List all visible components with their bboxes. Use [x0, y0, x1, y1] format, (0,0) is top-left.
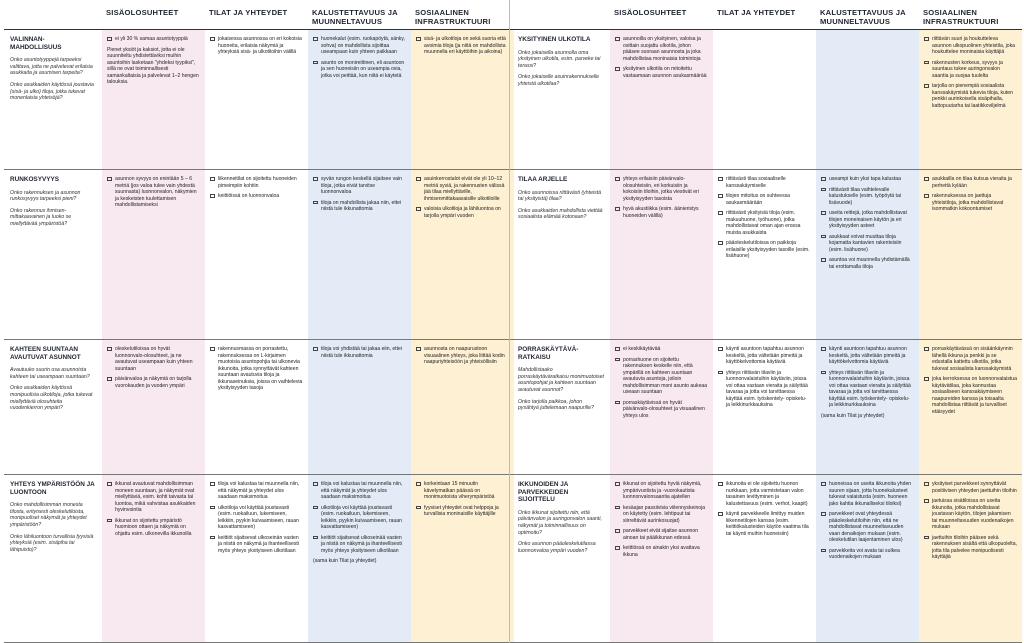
criteria-text: asunnon syvyys on enintään 5 – 6 metriä (jos valoa tulee vain yhdestä suunnasta) luonnonvalon, näkymien ja keskeisten tuulettamisen mahdollistamiseksi	[115, 176, 197, 208]
criteria-text: keittiöt sijaitsevat ulkoseinän vasten ja niistä on näkymä ja ihanteellisesti myös yhteys yksityiseen ulkotilaan	[218, 534, 299, 554]
column-header-empty	[512, 0, 610, 30]
checkbox-icon	[615, 546, 620, 550]
criteria-cell	[610, 475, 713, 643]
criteria-text: fyysiset yhteydet ovat helppoja ja turvallisia moninaisille käyttäjille	[424, 504, 499, 517]
checkbox-icon	[210, 482, 215, 486]
checkbox-icon	[821, 177, 826, 181]
checkbox-icon	[107, 482, 112, 486]
row-title: YHTEYS YMPÄRISTÖÖN JA LUONTOON	[10, 481, 95, 496]
criteria-item	[313, 505, 406, 531]
criteria-item	[313, 535, 406, 555]
criteria-item	[821, 176, 914, 183]
checkbox-icon	[924, 347, 929, 351]
criteria-text: porraskäytävässä on sisäänkäynnin lähellä ikkuna ja penkki ja se edustalla kattettu ulkotila, jotka tukevat sosiaalista kanssakäymistä	[932, 346, 1013, 372]
checkbox-icon	[615, 482, 620, 486]
row-title: PORRASKÄYTÄVÄ-RATKAISU	[518, 346, 579, 361]
criteria-cell	[205, 170, 308, 340]
criteria-item	[821, 481, 914, 507]
column-header: TILAT JA YHTEYDET	[713, 0, 816, 30]
checkbox-icon	[210, 177, 215, 181]
checkbox-icon	[924, 194, 929, 198]
criteria-item	[615, 36, 708, 62]
checkbox-icon	[313, 201, 318, 205]
criteria-text: riittävän suuri ja houkutteleva asunnon ulkopuolinen yhteistila, joka houkuttelee moninaisia käyttäjiä	[932, 36, 1015, 55]
cell-note: (sama kuin Tilat ja yhteydet)	[313, 558, 377, 564]
checkbox-icon	[210, 536, 215, 540]
criteria-item	[718, 511, 811, 537]
checkbox-icon	[615, 37, 620, 41]
criteria-cell	[610, 340, 713, 475]
criteria-item	[821, 210, 914, 230]
criteria-item	[313, 481, 406, 501]
criteria-item	[615, 346, 708, 353]
row-header	[512, 340, 610, 475]
checkbox-icon	[615, 506, 620, 510]
row-question: Onko jokaisella asunnolla oma yksityinen ulkotila, esim. parveke tai terassi?	[518, 49, 601, 69]
row-question: Onko rakennus ihmisen-mittakaavainen ja luoko se miellyttävää ympäristöä?	[10, 207, 72, 227]
criteria-text: riittävästi tilaa vaihtelevalle kalustukselle (esim. työpöytä tai lisävuode)	[829, 186, 901, 206]
criteria-item	[924, 83, 1017, 109]
row-title: VALINNAN-MAHDOLLISUUS	[10, 36, 62, 51]
criteria-item	[615, 400, 708, 420]
criteria-text: ei yli 30 % samaa asuntotyyppiä	[115, 36, 188, 42]
criteria-item	[107, 376, 200, 389]
criteria-text: käynti asuntoon tapahtuu asunnon keskeltä, jotta vältetään pimeitä ja käyttökelvottomia käytäviä	[829, 346, 907, 365]
row-question: Onko rakennuksen ja asunnon runkosyvyys tarpeeksi pieni?	[10, 189, 81, 203]
criteria-text: käynti asuntoon tapahtuu asunnon keskeltä, jotta vältetään pimeitä ja käyttökelvottomia käytäviä	[726, 346, 804, 365]
criteria-item	[821, 370, 914, 409]
criteria-item	[924, 498, 1017, 531]
column-header: KALUSTETTAVUUS JA MUUNNELTAVUUS	[816, 0, 919, 30]
criteria-text: yhteys riittävän tilaviin ja luonnonvalaistuihin käytäviin, joissa voi ottaa vastaan vieraita ja säilyttää tavaraa ja jotta voi tarvittaessa käyttää esim. työskentely- opiskelu- ja leikkinurkkauksina	[726, 369, 808, 408]
criteria-item	[615, 66, 708, 79]
criteria-cell	[102, 170, 205, 340]
criteria-cell	[411, 170, 514, 340]
checkbox-icon	[821, 482, 826, 486]
checkbox-icon	[821, 371, 826, 375]
criteria-item	[210, 505, 303, 531]
criteria-cell	[205, 475, 308, 643]
criteria-text: oleskelutiloissa on hyvät luonnonvalo-olosuhteet, ja ne avautuvat useampaan kuin yhteen suuntaan	[115, 346, 193, 372]
row-question: Onko ikkunat sijoitettu niin, että päivänvalon ja auringonvalon saanti, näkymät ja toiminnallisuus on optimoitu?	[518, 509, 602, 536]
criteria-text: yksityiset parvekkeet synnyttävät positiivisen yhteyden jaettuihin tiloihin	[932, 481, 1017, 494]
criteria-item	[718, 346, 811, 366]
criteria-text: riittävästi yksityisiä tiloja (esim. makuuhuone, työhuone), jotka mahdollistavat oman ajan erossa muista asukkaista	[726, 210, 801, 236]
row-question: Onko asunnoissa riittävästi (yhteistä tai yksityistä) tilaa?	[518, 189, 602, 203]
criteria-text: useampi kuin yksi tapa kalustaa	[829, 176, 901, 182]
criteria-item	[924, 60, 1017, 80]
criteria-text: riittävästi tilaa sosiaaliselle kanssakäymiselle	[726, 176, 786, 189]
criteria-cell	[205, 340, 308, 475]
criteria-cell	[308, 170, 411, 340]
criteria-text: joka kerroksessa on luonnonvalaistua käytävätilaa, joka kannustaa sosiaaliseen kanssakäymiseen naapureiden kanssa ja toisaalta mahdollistaa riittävät ja turvalliset etäisyydet	[932, 376, 1017, 415]
criteria-item	[924, 36, 1017, 56]
criteria-text: asunto on monireittinen, eli asuntoon ja sen huoneisiin on useampia ovia, jotka voi peittää, kun niitä ei käytetä	[321, 59, 405, 79]
checkbox-icon	[718, 347, 723, 351]
criteria-cell	[411, 340, 514, 475]
criteria-text: tilojen mitoitus on suhteessa asukasmäärään	[726, 193, 790, 206]
criteria-item	[718, 370, 811, 409]
criteria-item	[821, 257, 914, 270]
criteria-item	[313, 176, 406, 196]
criteria-item	[615, 545, 708, 558]
row-header	[4, 475, 102, 643]
criteria-cell	[610, 30, 713, 170]
criteria-item	[210, 346, 303, 392]
row-header	[512, 170, 610, 340]
criteria-text: rakennusmassa on porrastettu, rakennuksessa on L-kirjaimen muotoisia asuntopohjia tai ulkonevia ikkunoita, jotka synnyttävät kahteen suuntaan avautuvia tiloja ja ikkunaseinuksia, joissa on vaihtelevia yksityisyyden tasoja	[218, 346, 303, 391]
criteria-item	[210, 481, 303, 501]
checkbox-icon	[313, 482, 318, 486]
checkbox-icon	[821, 258, 826, 262]
criteria-text: porrashuone on sijoitettu rakennuksen keskelle niin, että ympärillä on kahteen suuntaan avautuvia asuntoja, joiloin mahdollisimman moni asunto aukeaa useaan suuntaan	[623, 356, 708, 395]
row-question: Avautuuko suurin osa asunnoista kahteen tai useampaan suuntaan?	[10, 367, 90, 380]
checkbox-icon	[924, 37, 929, 41]
criteria-cell	[713, 340, 816, 475]
checkbox-icon	[210, 347, 215, 351]
row-question: Mahdollistaako porraskäytäväratkaisu monimuotoiset asuntopohjat ja kahteen suuntaan avautuvat asunnot?	[518, 367, 604, 393]
criteria-text: asunnoilla on yksityinen, valoisa ja osittain suojattu ulkotila, johon pääsee suoraan asunnosta ja joka mahdollistaa moninaisia toimintoja	[623, 36, 701, 62]
checkbox-icon	[924, 61, 929, 65]
checkbox-icon	[615, 67, 620, 71]
criteria-cell	[102, 30, 205, 170]
checkbox-icon	[416, 482, 421, 486]
criteria-item	[313, 60, 406, 80]
cell-note: (sama kuin Tilat ja yhteydet)	[821, 412, 885, 419]
left-grid	[4, 0, 514, 643]
row-question: Onko asukkaiden käytössä monipuolisia ulkotiloja, jotka tukevat miellyttäviä olosuhteita vuodenkierron ympäri?	[10, 385, 93, 412]
criteria-text: huoneissa on useita ikkunoita yhden suuren sijaan, jotta huonekalusteet tukevat valaistusta (esim. huoneen jako kahtia ikkunalliseksi tiloiksi)	[829, 481, 912, 507]
criteria-text: liikenneitilat on sijoitettu huoneiden pimeimpiin kohtiin	[218, 176, 297, 189]
checkbox-icon	[416, 506, 421, 510]
checkbox-icon	[416, 177, 421, 181]
checkbox-icon	[924, 536, 929, 540]
criteria-text: yksityinen ulkotila on mitoitettu vastaamaan asunnon asukasmäärää	[623, 66, 707, 79]
criteria-item	[416, 36, 509, 56]
criteria-text: ikkunoita ei ole sijoitettu huonon nurkkaan, jotta varmistetaan valon tasainen levittyminen ja kalustettavuus (esim. verhot, kaapit)	[726, 481, 808, 507]
criteria-cell	[816, 30, 919, 170]
column-header: SOSIAALINEN INFRASTRUKTUURI	[919, 0, 1022, 30]
criteria-item	[924, 376, 1017, 415]
criteria-text: ikkunat on sijoitettu hyviä näkymiä, ympärivuotista ja -vuorokautista luonnonvalonsaantia ajatellen	[623, 481, 702, 500]
checkbox-icon	[821, 188, 826, 192]
criteria-item	[718, 193, 811, 206]
criteria-text: korkeintaan 15 minuutin kävelymatkan päässä on monimuotoista viherympäristöä	[424, 481, 495, 500]
criteria-cell	[919, 475, 1022, 643]
criteria-text: asuinkerrostalot eivät ole yli 10–12 metriä syviä, ja rakennusten välissä jää tilaa miellyttäville, ihmisenmittakaavaisille ulkotiloille	[424, 176, 505, 202]
criteria-text: porraskäytävissä on hyvät päivänvalo-olosuhteet ja visuaalinen yhteys ulos	[623, 399, 705, 419]
criteria-text: parvekkeita voi avata tai sulkea vuodenaikojen mukaan	[829, 547, 900, 560]
criteria-text: asukkaat voivat muuttaa tiloja kojamatta kantavien rakenteisiin (esim. lisähuone)	[829, 233, 902, 253]
criteria-item	[107, 176, 200, 209]
checkbox-icon	[615, 529, 620, 533]
criteria-text: päivänvaloa ja näkymiä on tarjolla vuorokauden ja vuoden ympäri	[115, 376, 192, 389]
checkbox-icon	[615, 347, 620, 351]
criteria-text: ikkunat avautuvat mahdollisimman moneen suuntaan, ja näkymät ovat miellyttäviä, esim. kohti taivasta tai luontoa, mikä vahvistaa asukkaiden hyvinvointia	[115, 481, 196, 513]
criteria-item	[210, 535, 303, 555]
row-question: Onko asukkaiden käytössä joustavia (sisä- ja ulko) tiloja, jotka tukevat monenlaisia yhteisöjä?	[10, 81, 94, 102]
criteria-text: asukkailla on tilaa kutsua vieraita ja perhettä kylään	[932, 176, 1012, 189]
checkbox-icon	[924, 482, 929, 486]
criteria-item	[416, 346, 509, 366]
criteria-item	[821, 548, 914, 561]
row-header	[4, 340, 102, 475]
criteria-text: sisä- ja ulkotiloja on sekä suoria että avoimia tiloja (ja niitä on mahdollista muunnella eri käyttöihin ja aikoina)	[424, 36, 506, 55]
checkbox-icon	[615, 358, 620, 362]
criteria-text: huonekalut (esim. ruokapöytä, sänky, sohva) on mahdollista sijoittaa useampaan kuin yhteen paikkaan	[321, 36, 405, 55]
criteria-item	[924, 535, 1017, 561]
criteria-text: jaettuihin tiloihin pääsee sekä rakennuksen sisältä että ulkopuolelta, jotta tila palvelee monipuolisesti käyttäjiä	[932, 534, 1017, 560]
cell-note: Pienet yksiöt ja kaksiot, jotta ei ole suunniteltu yhdistettäviksi muihin asuntoihin lasketaan "yhdeksi tyypiksi", sillä ne ovat toiminnallisesti samankaltaisia ja palvelevat 1–2 hengen talouksia.	[107, 46, 199, 85]
row-header	[4, 170, 102, 340]
row-header	[512, 30, 610, 170]
criteria-item	[107, 481, 200, 514]
criteria-text: parvekkeet ovat yhteydessä pääoleskelutiloihin niin, että ne mahdollistavat muunneltavuuden vaan denaikojen mukaan (esim. oleskelutilan laajentaminen ulos)	[829, 511, 904, 543]
criteria-cell	[919, 170, 1022, 340]
checkbox-icon	[416, 347, 421, 351]
criteria-text: rakennusten korkeus, syvyys ja suuntaus tukee auringonvalon saantia ja suojaa tuulelta	[932, 59, 1003, 79]
criteria-cell	[713, 170, 816, 340]
criteria-text: ei keskikäytävää	[623, 346, 661, 352]
checkbox-icon	[924, 177, 929, 181]
center-divider	[509, 0, 510, 643]
criteria-item	[210, 193, 303, 200]
criteria-cell	[919, 30, 1022, 170]
checkbox-icon	[821, 235, 826, 239]
column-header-empty	[4, 0, 102, 30]
criteria-text: käynti parvekkeelle limittyy muiden liikennetilojen kanssa (esim. keittiökalusteiden käytön vaatima tila tai käynti muihin huoneisiin)	[726, 511, 809, 537]
criteria-cell	[308, 30, 411, 170]
criteria-item	[718, 240, 811, 260]
column-header: KALUSTETTAVUUS JA MUUNNELTAVUUS	[308, 0, 411, 30]
criteria-item	[416, 505, 509, 518]
checkbox-icon	[924, 84, 929, 88]
criteria-item	[924, 481, 1017, 494]
criteria-item	[615, 505, 708, 525]
checkbox-icon	[821, 512, 826, 516]
criteria-item	[615, 528, 708, 541]
criteria-cell	[411, 30, 514, 170]
criteria-cell	[411, 475, 514, 643]
checkbox-icon	[107, 347, 112, 351]
criteria-text: asuntoa voi muunnella yhdistämällä tai erottamalla tiloja	[829, 257, 910, 270]
row-title: KAHTEEN SUUNTAAN AVAUTUVAT ASUNNOT	[10, 346, 81, 361]
criteria-text: ulkotiloja voi käyttää joustavasti (esim. ruokailuun, lukemiseen, leikkiin, pyykin kuivaamiseen, rauan kasvattamiseen)	[218, 504, 299, 530]
column-header: SISÄOLOSUHTEET	[102, 0, 205, 30]
checkbox-icon	[821, 347, 826, 351]
criteria-item	[107, 346, 200, 372]
criteria-text: tiloja voi yhdistää tai jakaa eiin, ettei niistä tule ikkunattomia	[321, 346, 402, 359]
criteria-cell	[816, 475, 919, 643]
criteria-text: keittiöt sijaitsevat ulkoseinää vasten ja niistä on näkymä ja ihanteellisesti myös yhteys yksityiseen ulkotilaan	[321, 534, 402, 554]
criteria-text: yhteys erilaisiin päivänvalo-olosuhteisiin, eri korkuisiin ja kokoisiin tiloihin, jotka viestivät eri yksityisyyden tasoista	[623, 176, 699, 202]
checkbox-icon	[718, 241, 723, 245]
row-question: Onko asunnon pääoleskelutilassa luonnonvaloa ympäri vuoden?	[518, 541, 596, 554]
checkbox-icon	[210, 194, 215, 198]
column-header: SOSIAALINEN INFRASTRUKTUURI	[411, 0, 514, 30]
criteria-cell	[308, 340, 411, 475]
criteria-text: tiloja on mahdollista jakaa niin, ettei niistä tule ikkunattomia	[321, 199, 402, 212]
checkbox-icon	[924, 499, 929, 503]
checkbox-icon	[718, 194, 723, 198]
criteria-item	[821, 187, 914, 207]
criteria-item	[718, 210, 811, 236]
criteria-cell	[610, 170, 713, 340]
criteria-text: parvekkeet eivät sijaitse asunnon ainoan tai pääikkunan edessä	[623, 528, 699, 541]
criteria-cell	[919, 340, 1022, 475]
criteria-item	[821, 234, 914, 254]
criteria-item	[821, 511, 914, 544]
criteria-text: hyvä akustiikka (esim. äänieristys huoneiden välillä)	[623, 206, 699, 219]
row-question: Onko jokaiselle asuinrakennukselle yhteistä ulkotilaa?	[518, 74, 600, 87]
criteria-text: valoisia ulkotiloja ja lähiluontoa on tarjolla ympäri vuoden	[424, 206, 501, 219]
criteria-item	[924, 176, 1017, 189]
row-question: Onko lähiluontoon turvallisia fyysisiä yhteyksiä (esim. sisäpiha tai lähipuisto)?	[10, 533, 94, 553]
row-question: Onko tarjolla paikkoa, johon pysähtyä juttelemaan naapurille?	[518, 398, 594, 412]
criteria-text: rakennuksessa on jaettuja yhteistiloja, jotka mahdollistavat isommatkin kokoontumiset	[932, 193, 1004, 212]
criteria-cell	[205, 30, 308, 170]
row-question: Onko asuntotyyppejä tarpeeksi valittava, jotta ne palvelevat erilaisia asukkaita ja asumisen tarpeita?	[10, 57, 93, 77]
criteria-text: keittiöissä on luonnonvaloa	[218, 193, 280, 199]
checkbox-icon	[718, 211, 723, 215]
row-question: Onko asukkaiden mahdollista viettää sosiaalista elämää kotonaan?	[518, 207, 603, 221]
checkbox-icon	[313, 347, 318, 351]
criteria-item	[924, 193, 1017, 213]
criteria-item	[718, 481, 811, 507]
criteria-item	[416, 206, 509, 219]
row-title: IKKUNOIDEN JA PARVEKKEIDEN SIJOITTELU	[518, 481, 569, 504]
checkbox-icon	[615, 401, 620, 405]
criteria-text: pääoleskelutiloissa on paikkoja erilaisille yksityisyyden tasoille (esim. lisähuone)	[726, 240, 810, 259]
right-grid	[512, 0, 1022, 643]
criteria-text: yhteys riittävän tilaviin ja luonnonvalaistuihin käytäviin, joissa voi ottaa vastaan vieraita ja säilyttää tavaraa ja jotta voi tarvittaessa käyttää esim. työskentely- opiskelu- ja leikkinurkkauksina	[829, 369, 911, 408]
criteria-text: tarjolla on pienempiä sosiaalista kanssakäymistä tukevia tiloja, kuten penkki aurinkoisella sisäpihalla, kattopuutarha tai laatikkoviljelmä	[932, 83, 1013, 109]
checkbox-icon	[313, 37, 318, 41]
checkbox-icon	[313, 61, 318, 65]
criteria-item	[615, 357, 708, 396]
left-table	[4, 0, 514, 643]
criteria-item	[615, 481, 708, 501]
criteria-text: ulkotiloja voi käyttää joustavasti (esim. ruokailuun, lukemiseen, leikkiin, pyykin kuivaamiseen, rauan kasvattamiseen)	[321, 504, 402, 530]
criteria-item	[821, 346, 914, 366]
row-title: TILAA ARJELLE	[518, 176, 568, 183]
criteria-text: kesäajan passiivisia viilennyskeinoja on käytetty (esim. lehtipuut tai siirreltävät aurinkosuojat)	[623, 504, 706, 524]
criteria-item	[615, 176, 708, 202]
row-title: YKSITYINEN ULKOTILA	[518, 36, 591, 43]
criteria-cell	[308, 475, 411, 643]
criteria-cell	[816, 170, 919, 340]
criteria-item	[924, 346, 1017, 372]
criteria-text: useita reittejä, jotka mahdollistavat tilojen moneinaisen käytön ja eri yksityisyyden asteet	[829, 210, 907, 229]
criteria-cell	[102, 340, 205, 475]
checkbox-icon	[718, 371, 723, 375]
checkbox-icon	[313, 536, 318, 540]
checkbox-icon	[107, 177, 112, 181]
criteria-item	[615, 206, 708, 219]
criteria-cell	[816, 340, 919, 475]
row-title: RUNKOSYVYYS	[10, 176, 60, 183]
criteria-text: asunnosta on naapurustoon visuaalinen yhteys, joka liittää kodin naapuriyhteisöön ja yhteisöllisiin	[424, 346, 505, 365]
checkbox-icon	[615, 177, 620, 181]
checkbox-icon	[210, 506, 215, 510]
column-header: SISÄOLOSUHTEET	[610, 0, 713, 30]
criteria-text: tiloja voi kalustaa tai muunnella niin, että näkymät ja yhteydet ulos saadaan maksimoitua	[321, 481, 403, 500]
criteria-item	[313, 36, 406, 56]
criteria-text: jaetuissa sisätiloissa on useita ikkunoita, jotka mahdollistavat joustavan käytön, tilojen jakamisen tai muunneltavuuden vuodenaikojen mukaan	[932, 498, 1014, 530]
criteria-item	[210, 36, 303, 56]
checkbox-icon	[416, 207, 421, 211]
checkbox-icon	[821, 211, 826, 215]
checkbox-icon	[718, 177, 723, 181]
criteria-item	[416, 176, 509, 202]
criteria-text: syvän rungon keskellä sijaitsee vain tiloja, jotka eivät tarvitse luonnonvaloa	[321, 176, 402, 195]
criteria-item	[313, 200, 406, 213]
criteria-cell	[713, 30, 816, 170]
criteria-item	[718, 176, 811, 189]
column-header: TILAT JA YHTEYDET	[205, 0, 308, 30]
checkbox-icon	[821, 549, 826, 553]
checkbox-icon	[718, 482, 723, 486]
checkbox-icon	[313, 506, 318, 510]
checkbox-icon	[107, 377, 112, 381]
criteria-text: ikkunat on sijoitettu ympäristö huomioon ottaen ja näkymiä on ohjattu esim. ulkonevilla ikkunoilla	[115, 517, 192, 537]
criteria-item	[107, 36, 200, 43]
checkbox-icon	[924, 377, 929, 381]
checkbox-icon	[210, 37, 215, 41]
row-question: Onko mahdollisimman monesta tilosta, erityisesti oleskelutiloista, monipuoliset näkymät ja yhteydet ympäristöön?	[10, 502, 87, 528]
criteria-text: jokaisessa asunnossa on eri kokoisia huoneita, erilaisia näkymiä ja yhteyksiä sisä- ja ulkotiloihin välillä	[218, 36, 302, 55]
checkbox-icon	[416, 37, 421, 41]
right-table	[512, 0, 1022, 643]
criteria-cell	[102, 475, 205, 643]
checkbox-icon	[107, 37, 112, 41]
row-header	[512, 475, 610, 643]
criteria-cell	[713, 475, 816, 643]
checkbox-icon	[615, 207, 620, 211]
criteria-text: keittiössä on ainakin yksi avattava ikkuna	[623, 545, 700, 558]
criteria-item	[107, 518, 200, 538]
criteria-item	[313, 346, 406, 359]
criteria-item	[210, 176, 303, 189]
checkbox-icon	[313, 177, 318, 181]
criteria-text: tiloja voi kalustaa tai muunnella niin, että näkymät ja yhteydet ulos saadaan maksimoitua	[218, 481, 300, 500]
row-header	[4, 30, 102, 170]
criteria-item	[416, 481, 509, 501]
checkbox-icon	[107, 519, 112, 523]
checkbox-icon	[718, 512, 723, 516]
